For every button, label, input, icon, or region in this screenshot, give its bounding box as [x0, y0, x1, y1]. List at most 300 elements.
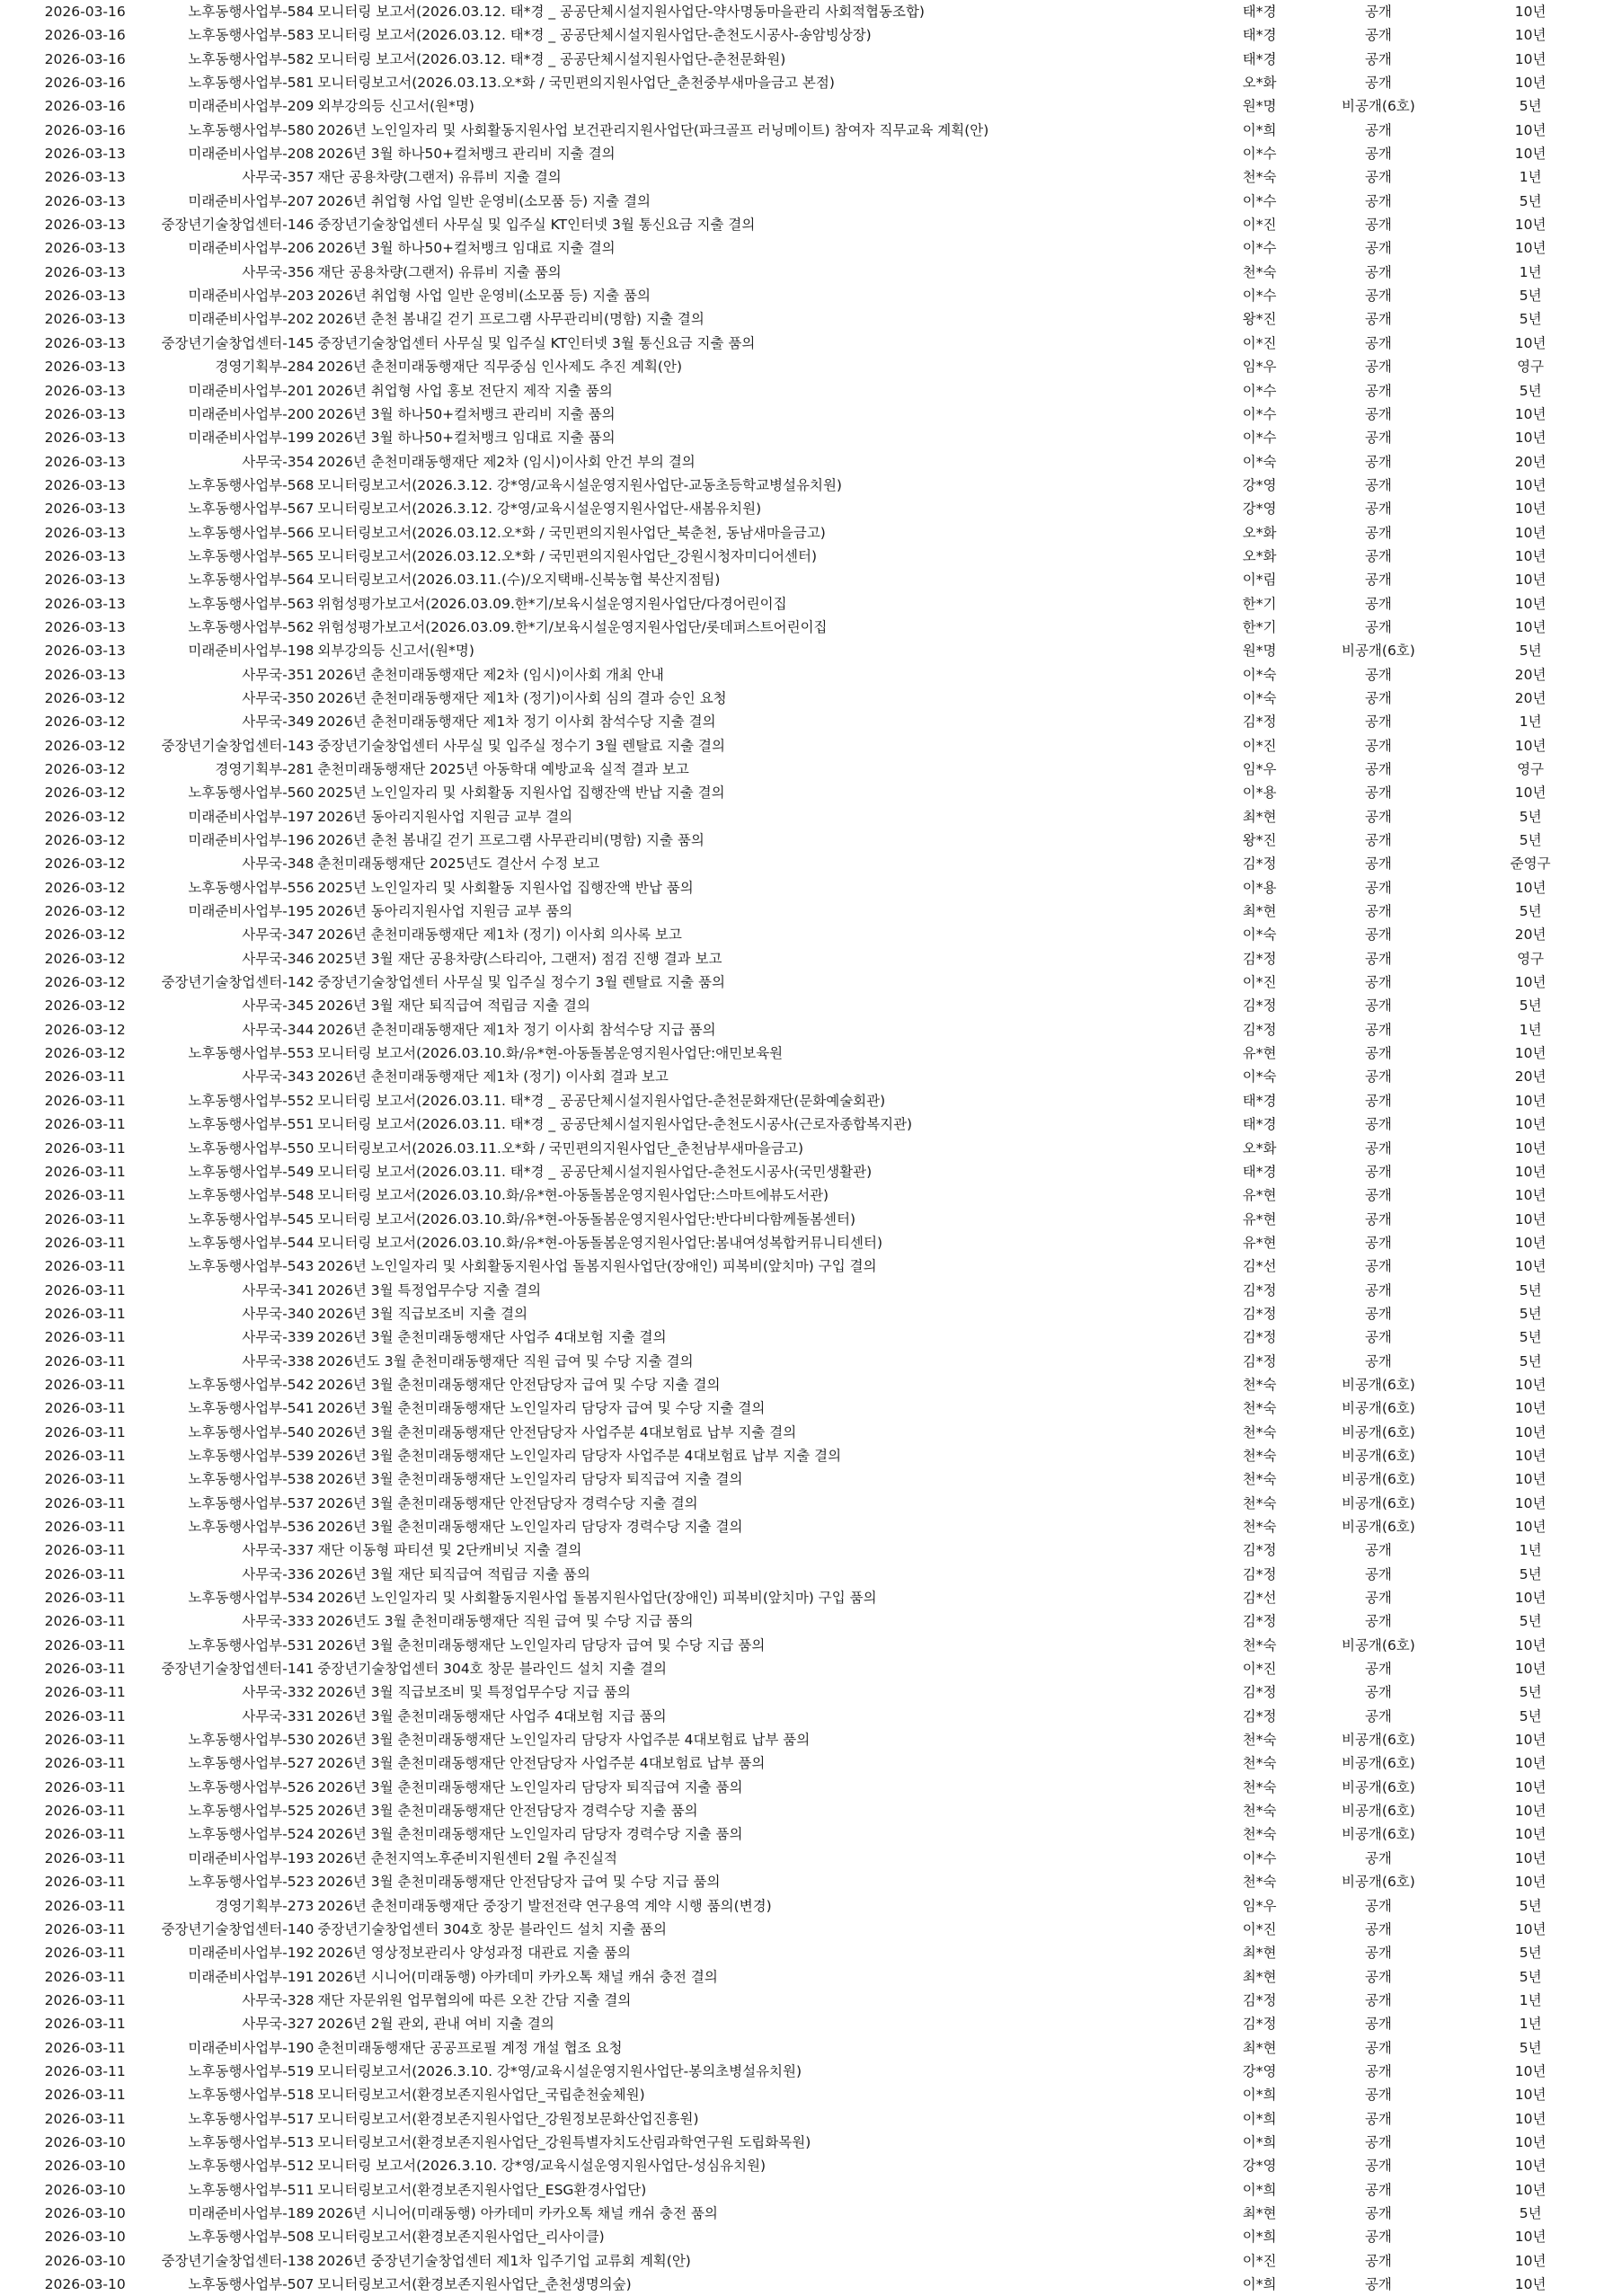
author-cell: 천*숙 [1242, 1447, 1277, 1464]
table-row [0, 923, 1604, 946]
disclosure-cell: 공개 [1364, 547, 1392, 564]
doc-number-cell: 노후동행사업부-508 [188, 2229, 315, 2246]
title-cell: 2026년 3월 하나50+컬처뱅크 임대료 지출 품의 [317, 430, 616, 447]
title-cell: 2026년 노인일자리 및 사회활동지원사업 돌봄지원사업단(장애인) 피복비(앞치마) 구입 결의 [317, 1258, 877, 1275]
disclosure-cell: 공개 [1364, 2062, 1392, 2079]
doc-number-cell: 미래준비사업부-202 [188, 311, 315, 328]
title-cell: 모니터링보고서(환경보존지원사업단_춘천생명의숲) [317, 2276, 632, 2292]
author-cell: 최*현 [1242, 2039, 1277, 2056]
date-cell: 2026-03-16 [44, 75, 126, 92]
table-row [0, 71, 1604, 94]
disclosure-cell: 비공개(6호) [1341, 1778, 1415, 1795]
author-cell: 천*숙 [1242, 1376, 1277, 1393]
title-cell: 모니터링 보고서(2026.03.12. 태*경 _ 공공단체시설지원사업단-약사명동마을관리 사회적협동조합) [317, 4, 925, 20]
title-cell: 모니터링 보고서(2026.03.10.화/유*현-아동돌봄운영지원사업단:스마트에뷰도서관) [317, 1187, 829, 1204]
author-cell: 유*현 [1242, 1234, 1277, 1251]
title-cell: 2026년 취업형 사업 홍보 전단지 제작 지출 품의 [317, 382, 613, 399]
date-cell: 2026-03-11 [44, 1920, 126, 1937]
disclosure-cell: 공개 [1364, 288, 1392, 305]
author-cell: 이*진 [1242, 737, 1277, 754]
retention-cell: 10년 [1514, 2181, 1546, 2198]
date-cell: 2026-03-13 [44, 405, 126, 422]
table-row [0, 0, 1604, 23]
author-cell: 최*현 [1242, 808, 1277, 825]
date-cell: 2026-03-13 [44, 476, 126, 493]
disclosure-cell: 공개 [1364, 1590, 1392, 1607]
retention-cell: 5년 [1519, 1684, 1542, 1701]
author-cell: 태*경 [1242, 50, 1277, 67]
table-row [0, 1254, 1604, 1278]
author-cell: 김*정 [1242, 1352, 1277, 1370]
doc-number-cell: 노후동행사업부-517 [188, 2110, 315, 2127]
retention-cell: 20년 [1514, 1068, 1546, 1086]
doc-number-cell: 노후동행사업부-548 [188, 1187, 315, 1204]
doc-number-cell: 노후동행사업부-537 [188, 1494, 315, 1511]
date-cell: 2026-03-11 [44, 1187, 126, 1204]
title-cell: 2026년 3월 재단 퇴직급여 적립금 지출 품의 [317, 1565, 590, 1582]
date-cell: 2026-03-10 [44, 2276, 126, 2292]
retention-cell: 10년 [1514, 1045, 1546, 1062]
doc-number-cell: 미래준비사업부-207 [188, 192, 315, 209]
author-cell: 천*숙 [1242, 1423, 1277, 1441]
author-cell: 왕*진 [1242, 311, 1277, 328]
date-cell: 2026-03-11 [44, 1494, 126, 1511]
title-cell: 모니터링 보고서(2026.03.12. 태*경 _ 공공단체시설지원사업단-춘천문화원) [317, 50, 786, 67]
disclosure-cell: 공개 [1364, 2016, 1392, 2033]
disclosure-cell: 공개 [1364, 2039, 1392, 2056]
retention-cell: 10년 [1514, 1116, 1546, 1133]
date-cell: 2026-03-11 [44, 1329, 126, 1346]
title-cell: 2026년 3월 춘천미래동행재단 노인일자리 담당자 경력수당 지출 품의 [317, 1826, 743, 1843]
author-cell: 김*정 [1242, 1565, 1277, 1582]
table-row [0, 355, 1604, 378]
date-cell: 2026-03-11 [44, 1897, 126, 1914]
table-row [0, 687, 1604, 710]
disclosure-cell: 공개 [1364, 382, 1392, 399]
table-row [0, 1705, 1604, 1728]
date-cell: 2026-03-13 [44, 263, 126, 280]
author-cell: 임*우 [1242, 761, 1277, 777]
author-cell: 김*정 [1242, 950, 1277, 967]
date-cell: 2026-03-11 [44, 1661, 126, 1678]
date-cell: 2026-03-12 [44, 903, 126, 920]
retention-cell: 1년 [1519, 1991, 1542, 2008]
table-row [0, 426, 1604, 449]
doc-number-cell: 사무국-356 [242, 263, 315, 280]
disclosure-cell: 공개 [1364, 1234, 1392, 1251]
retention-cell: 10년 [1514, 2252, 1546, 2269]
doc-number-cell: 노후동행사업부-523 [188, 1874, 315, 1891]
title-cell: 재단 공용차량(그랜저) 유류비 지출 품의 [317, 263, 562, 280]
author-cell: 김*정 [1242, 1329, 1277, 1346]
disclosure-cell: 공개 [1364, 1139, 1392, 1157]
title-cell: 2026년 3월 재단 퇴직급여 적립금 지출 결의 [317, 997, 590, 1015]
date-cell: 2026-03-13 [44, 334, 126, 351]
title-cell: 2026년 동아리지원사업 지원금 교부 결의 [317, 808, 573, 825]
doc-number-cell: 사무국-347 [242, 926, 315, 944]
disclosure-cell: 비공개(6호) [1341, 643, 1415, 660]
doc-number-cell: 노후동행사업부-551 [188, 1116, 315, 1133]
doc-number-cell: 노후동행사업부-513 [188, 2133, 315, 2150]
retention-cell: 5년 [1519, 1565, 1542, 1582]
table-row [0, 1279, 1604, 1302]
table-row [0, 1018, 1604, 1042]
disclosure-cell: 공개 [1364, 524, 1392, 541]
title-cell: 2026년 3월 춘천미래동행재단 안전담당자 급여 및 수당 지출 결의 [317, 1376, 721, 1393]
title-cell: 2026년 춘천 봄내길 걷기 프로그램 사무관리비(명함) 지출 품의 [317, 832, 705, 849]
title-cell: 2026년 2월 관외, 관내 여비 지출 결의 [317, 2016, 554, 2033]
doc-number-cell: 중장년기술창업센터-145 [161, 334, 315, 351]
disclosure-cell: 비공개(6호) [1341, 1447, 1415, 1464]
table-row [0, 592, 1604, 616]
date-cell: 2026-03-10 [44, 2252, 126, 2269]
retention-cell: 10년 [1514, 2276, 1546, 2292]
retention-cell: 1년 [1519, 169, 1542, 186]
author-cell: 이*수 [1242, 1849, 1277, 1866]
title-cell: 2026년 3월 춘천미래동행재단 안전담당자 사업주분 4대보험료 납부 지출 결의 [317, 1423, 797, 1441]
doc-number-cell: 노후동행사업부-526 [188, 1778, 315, 1795]
author-cell: 강*영 [1242, 501, 1277, 518]
title-cell: 2026년 춘천미래동행재단 직무중심 인사제도 추진 계획(안) [317, 359, 682, 376]
doc-number-cell: 노후동행사업부-582 [188, 50, 315, 67]
doc-number-cell: 사무국-337 [242, 1542, 315, 1559]
table-row [0, 1042, 1604, 1065]
doc-number-cell: 노후동행사업부-580 [188, 121, 315, 138]
table-row [0, 1373, 1604, 1396]
title-cell: 2026년 3월 춘천미래동행재단 노인일자리 담당자 급여 및 수당 지출 결의 [317, 1400, 766, 1417]
table-row [0, 900, 1604, 923]
disclosure-cell: 공개 [1364, 2252, 1392, 2269]
retention-cell: 5년 [1519, 1968, 1542, 1985]
disclosure-cell: 공개 [1364, 27, 1392, 44]
date-cell: 2026-03-13 [44, 146, 126, 163]
retention-cell: 10년 [1514, 879, 1546, 896]
table-row [0, 23, 1604, 47]
title-cell: 2026년 중장년기술창업센터 제1차 입주기업 교류회 계획(안) [317, 2252, 691, 2269]
table-row [0, 2178, 1604, 2202]
doc-number-cell: 노후동행사업부-507 [188, 2276, 315, 2292]
disclosure-cell: 공개 [1364, 501, 1392, 518]
disclosure-cell: 공개 [1364, 2204, 1392, 2221]
retention-cell: 5년 [1519, 903, 1542, 920]
doc-number-cell: 미래준비사업부-201 [188, 382, 315, 399]
date-cell: 2026-03-12 [44, 1021, 126, 1038]
disclosure-cell: 비공개(6호) [1341, 98, 1415, 115]
author-cell: 김*정 [1242, 2016, 1277, 2033]
date-cell: 2026-03-11 [44, 1803, 126, 1820]
date-cell: 2026-03-11 [44, 1376, 126, 1393]
date-cell: 2026-03-12 [44, 689, 126, 706]
author-cell: 태*경 [1242, 1163, 1277, 1180]
retention-cell: 10년 [1514, 1849, 1546, 1866]
date-cell: 2026-03-12 [44, 737, 126, 754]
table-row [0, 2154, 1604, 2177]
doc-number-cell: 미래준비사업부-196 [188, 832, 315, 849]
doc-number-cell: 미래준비사업부-208 [188, 146, 315, 163]
date-cell: 2026-03-12 [44, 997, 126, 1015]
date-cell: 2026-03-12 [44, 761, 126, 777]
date-cell: 2026-03-13 [44, 547, 126, 564]
title-cell: 2025년 노인일자리 및 사회활동 지원사업 집행잔액 반납 지출 결의 [317, 785, 725, 802]
table-row [0, 284, 1604, 307]
date-cell: 2026-03-10 [44, 2158, 126, 2175]
title-cell: 2026년 3월 춘천미래동행재단 노인일자리 담당자 경력수당 지출 결의 [317, 1519, 743, 1535]
table-row [0, 332, 1604, 355]
doc-number-cell: 노후동행사업부-552 [188, 1092, 315, 1109]
table-row [0, 1989, 1604, 2012]
doc-number-cell: 미래준비사업부-192 [188, 1945, 315, 1962]
retention-cell: 10년 [1514, 1376, 1546, 1393]
table-row [0, 119, 1604, 142]
disclosure-cell: 비공개(6호) [1341, 1494, 1415, 1511]
author-cell: 김*선 [1242, 1258, 1277, 1275]
retention-cell: 20년 [1514, 453, 1546, 470]
title-cell: 모니터링 보고서(2026.03.10.화/유*현-아동돌봄운영지원사업단:애민보육원 [317, 1045, 784, 1062]
doc-number-cell: 노후동행사업부-560 [188, 785, 315, 802]
retention-cell: 5년 [1519, 1897, 1542, 1914]
disclosure-cell: 공개 [1364, 1542, 1392, 1559]
title-cell: 2026년 3월 춘천미래동행재단 노인일자리 담당자 사업주분 4대보험료 납부 품의 [317, 1732, 811, 1749]
disclosure-cell: 공개 [1364, 2181, 1392, 2198]
date-cell: 2026-03-11 [44, 1707, 126, 1724]
date-cell: 2026-03-11 [44, 1116, 126, 1133]
author-cell: 천*숙 [1242, 1494, 1277, 1511]
doc-number-cell: 노후동행사업부-564 [188, 572, 315, 589]
author-cell: 천*숙 [1242, 1732, 1277, 1749]
disclosure-cell: 공개 [1364, 1661, 1392, 1678]
author-cell: 한*기 [1242, 618, 1277, 635]
date-cell: 2026-03-12 [44, 714, 126, 731]
author-cell: 김*정 [1242, 997, 1277, 1015]
date-cell: 2026-03-13 [44, 382, 126, 399]
author-cell: 김*정 [1242, 714, 1277, 731]
author-cell: 오*화 [1242, 524, 1277, 541]
author-cell: 최*현 [1242, 2204, 1277, 2221]
disclosure-cell: 공개 [1364, 1920, 1392, 1937]
retention-cell: 10년 [1514, 1874, 1546, 1891]
title-cell: 2026년 춘천미래동행재단 제1차 (정기) 이사회 결과 보고 [317, 1068, 669, 1086]
retention-cell: 10년 [1514, 1471, 1546, 1488]
retention-cell: 5년 [1519, 2039, 1542, 2056]
disclosure-cell: 공개 [1364, 311, 1392, 328]
doc-number-cell: 사무국-357 [242, 169, 315, 186]
title-cell: 모니터링보고서(2026.03.11.오*화 / 국민편의지원사업단_춘천남부새마을금고) [317, 1139, 804, 1157]
disclosure-cell: 공개 [1364, 1707, 1392, 1724]
date-cell: 2026-03-11 [44, 1305, 126, 1322]
title-cell: 모니터링보고서(환경보존지원사업단_강원정보문화산업진흥원) [317, 2110, 699, 2127]
doc-number-cell: 사무국-341 [242, 1281, 315, 1299]
title-cell: 모니터링보고서(2026.03.11.(수)/오지택배-신북농협 북산지점팀) [317, 572, 721, 589]
retention-cell: 10년 [1514, 1163, 1546, 1180]
author-cell: 이*수 [1242, 382, 1277, 399]
table-row [0, 971, 1604, 994]
table-row [0, 142, 1604, 165]
disclosure-cell: 공개 [1364, 1897, 1392, 1914]
title-cell: 외부강의등 신고서(원*명) [317, 98, 474, 115]
doc-number-cell: 노후동행사업부-518 [188, 2087, 315, 2104]
author-cell: 이*숙 [1242, 689, 1277, 706]
date-cell: 2026-03-11 [44, 1352, 126, 1370]
date-cell: 2026-03-13 [44, 524, 126, 541]
doc-number-cell: 사무국-344 [242, 1021, 315, 1038]
doc-number-cell: 사무국-328 [242, 1991, 315, 2008]
table-row [0, 1634, 1604, 1657]
date-cell: 2026-03-11 [44, 2016, 126, 2033]
table-row [0, 852, 1604, 875]
doc-number-cell: 미래준비사업부-191 [188, 1968, 315, 1985]
disclosure-cell: 공개 [1364, 926, 1392, 944]
author-cell: 김*정 [1242, 1305, 1277, 1322]
author-cell: 임*우 [1242, 359, 1277, 376]
retention-cell: 10년 [1514, 1519, 1546, 1535]
author-cell: 이*진 [1242, 1920, 1277, 1937]
table-row [0, 1870, 1604, 1893]
table-row [0, 758, 1604, 781]
doc-number-cell: 사무국-327 [242, 2016, 315, 2033]
doc-number-cell: 중장년기술창업센터-141 [161, 1661, 315, 1678]
disclosure-cell: 비공개(6호) [1341, 1755, 1415, 1772]
author-cell: 이*희 [1242, 2087, 1277, 2104]
table-row [0, 639, 1604, 662]
author-cell: 이*숙 [1242, 926, 1277, 944]
doc-number-cell: 노후동행사업부-530 [188, 1732, 315, 1749]
date-cell: 2026-03-11 [44, 1139, 126, 1157]
disclosure-cell: 공개 [1364, 2133, 1392, 2150]
retention-cell: 5년 [1519, 192, 1542, 209]
title-cell: 위험성평가보고서(2026.03.09.한*기/보육시설운영지원사업단/롯데퍼스트어린이집 [317, 618, 828, 635]
title-cell: 2026년 춘천미래동행재단 제2차 (임시)이사회 안건 부의 결의 [317, 453, 696, 470]
disclosure-cell: 공개 [1364, 855, 1392, 873]
doc-number-cell: 노후동행사업부-540 [188, 1423, 315, 1441]
title-cell: 2026년 3월 직급보조비 지출 결의 [317, 1305, 528, 1322]
author-cell: 이*용 [1242, 879, 1277, 896]
retention-cell: 10년 [1514, 334, 1546, 351]
table-row [0, 1302, 1604, 1325]
doc-number-cell: 경영기획부-273 [215, 1897, 315, 1914]
author-cell: 이*희 [1242, 121, 1277, 138]
title-cell: 2026년 춘천미래동행재단 제2차 (임시)이사회 개최 안내 [317, 666, 664, 683]
date-cell: 2026-03-11 [44, 1755, 126, 1772]
table-row [0, 1776, 1604, 1799]
title-cell: 2026년 3월 특정업무수당 지출 결의 [317, 1281, 542, 1299]
retention-cell: 10년 [1514, 1210, 1546, 1228]
table-row [0, 1728, 1604, 1751]
title-cell: 2025년 3월 재단 공용차량(스타리아, 그랜저) 점검 진행 결과 보고 [317, 950, 722, 967]
author-cell: 천*숙 [1242, 1778, 1277, 1795]
retention-cell: 10년 [1514, 595, 1546, 612]
date-cell: 2026-03-13 [44, 311, 126, 328]
table-row [0, 2036, 1604, 2060]
table-row [0, 1208, 1604, 1231]
author-cell: 이*희 [1242, 2276, 1277, 2292]
table-row [0, 450, 1604, 474]
retention-cell: 10년 [1514, 75, 1546, 92]
doc-number-cell: 중장년기술창업센터-138 [161, 2252, 315, 2269]
date-cell: 2026-03-13 [44, 595, 126, 612]
disclosure-cell: 공개 [1364, 217, 1392, 234]
doc-number-cell: 노후동행사업부-566 [188, 524, 315, 541]
retention-cell: 10년 [1514, 2158, 1546, 2175]
table-row [0, 710, 1604, 733]
table-row [0, 2225, 1604, 2248]
table-row [0, 1515, 1604, 1538]
table-row [0, 1137, 1604, 1160]
retention-cell: 10년 [1514, 974, 1546, 991]
retention-cell: 영구 [1517, 950, 1545, 967]
retention-cell: 5년 [1519, 1707, 1542, 1724]
author-cell: 이*희 [1242, 2181, 1277, 2198]
doc-number-cell: 노후동행사업부-545 [188, 1210, 315, 1228]
date-cell: 2026-03-11 [44, 1849, 126, 1866]
date-cell: 2026-03-12 [44, 808, 126, 825]
table-row [0, 1965, 1604, 1989]
title-cell: 모니터링보고서(환경보존지원사업단_리사이클) [317, 2229, 605, 2246]
date-cell: 2026-03-13 [44, 666, 126, 683]
table-row [0, 1444, 1604, 1467]
retention-cell: 10년 [1514, 501, 1546, 518]
author-cell: 최*현 [1242, 903, 1277, 920]
doc-number-cell: 사무국-339 [242, 1329, 315, 1346]
disclosure-cell: 공개 [1364, 1684, 1392, 1701]
retention-cell: 10년 [1514, 4, 1546, 20]
doc-number-cell: 중장년기술창업센터-142 [161, 974, 315, 991]
date-cell: 2026-03-13 [44, 192, 126, 209]
doc-number-cell: 노후동행사업부-568 [188, 476, 315, 493]
date-cell: 2026-03-11 [44, 1542, 126, 1559]
title-cell: 모니터링 보고서(2026.03.11. 태*경 _ 공공단체시설지원사업단-춘천문화재단(문화예술회관) [317, 1092, 886, 1109]
retention-cell: 5년 [1519, 382, 1542, 399]
table-row [0, 1680, 1604, 1704]
doc-number-cell: 중장년기술창업센터-146 [161, 217, 315, 234]
date-cell: 2026-03-11 [44, 1447, 126, 1464]
date-cell: 2026-03-11 [44, 1945, 126, 1962]
doc-number-cell: 사무국-345 [242, 997, 315, 1015]
retention-cell: 10년 [1514, 476, 1546, 493]
author-cell: 이*희 [1242, 2133, 1277, 2150]
doc-number-cell: 중장년기술창업센터-140 [161, 1920, 315, 1937]
title-cell: 2026년 춘천지역노후준비지원센터 2월 추진실적 [317, 1849, 618, 1866]
date-cell: 2026-03-12 [44, 950, 126, 967]
doc-number-cell: 노후동행사업부-539 [188, 1447, 315, 1464]
date-cell: 2026-03-11 [44, 1636, 126, 1653]
title-cell: 2026년 3월 하나50+컬처뱅크 관리비 지출 결의 [317, 146, 616, 163]
author-cell: 오*화 [1242, 75, 1277, 92]
table-row [0, 781, 1604, 804]
date-cell: 2026-03-12 [44, 974, 126, 991]
table-row [0, 497, 1604, 520]
table-row [0, 805, 1604, 829]
disclosure-cell: 공개 [1364, 453, 1392, 470]
date-cell: 2026-03-12 [44, 855, 126, 873]
author-cell: 이*림 [1242, 572, 1277, 589]
author-cell: 이*진 [1242, 974, 1277, 991]
author-cell: 원*명 [1242, 643, 1277, 660]
title-cell: 2026년 3월 춘천미래동행재단 안전담당자 경력수당 지출 품의 [317, 1803, 698, 1820]
author-cell: 천*숙 [1242, 1755, 1277, 1772]
doc-number-cell: 사무국-340 [242, 1305, 315, 1322]
retention-cell: 10년 [1514, 1732, 1546, 1749]
title-cell: 2026년 3월 직급보조비 및 특정업무수당 지급 품의 [317, 1684, 631, 1701]
table-row [0, 165, 1604, 189]
retention-cell: 10년 [1514, 737, 1546, 754]
retention-cell: 10년 [1514, 1590, 1546, 1607]
table-row [0, 829, 1604, 852]
table-row [0, 379, 1604, 403]
doc-number-cell: 노후동행사업부-538 [188, 1471, 315, 1488]
disclosure-cell: 비공개(6호) [1341, 1732, 1415, 1749]
doc-number-cell: 미래준비사업부-198 [188, 643, 315, 660]
table-row [0, 1847, 1604, 1870]
